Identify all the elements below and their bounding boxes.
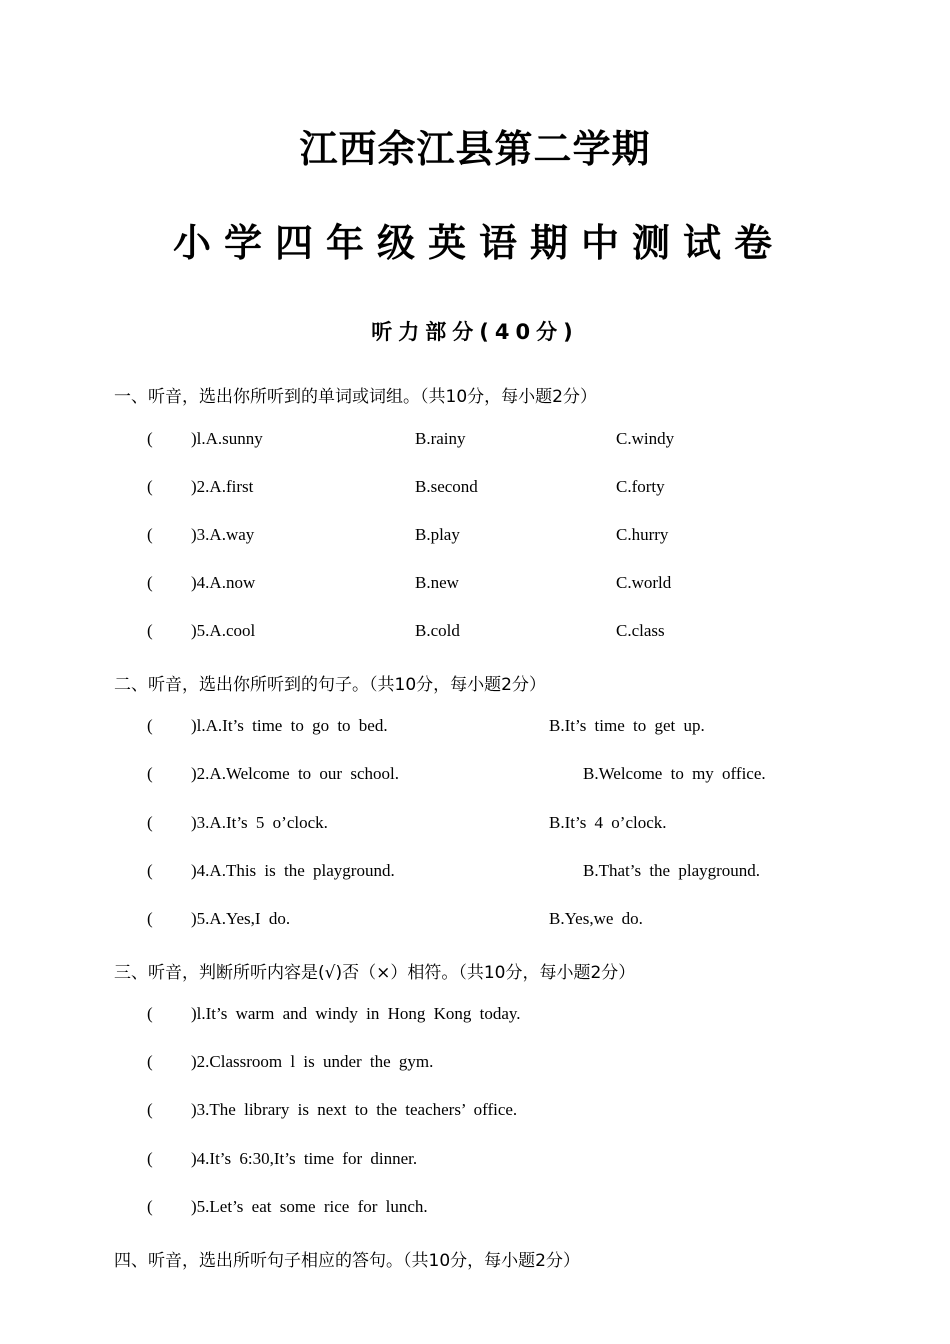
statement-text: )5.Let’s eat some rice for lunch. xyxy=(191,1197,428,1216)
option-a: )l.A.It’s time to go to bed. xyxy=(191,716,388,735)
option-c: C.windy xyxy=(616,429,675,448)
answer-paren: ( xyxy=(147,621,153,640)
s1-question-4 xyxy=(0,573,950,597)
s2-question-5 xyxy=(0,909,950,933)
option-a: )4.A.now xyxy=(191,573,256,592)
option-b: B.It’s 4 o’clock. xyxy=(549,813,667,832)
statement-text: )2.Classroom l is under the gym. xyxy=(191,1052,434,1071)
section-2-heading: 二、听音，选出你所听到的句子。（共10分，每小题2分） xyxy=(114,675,546,695)
answer-paren: ( xyxy=(147,1052,153,1071)
statement-text: )4.It’s 6:30,It’s time for dinner. xyxy=(191,1149,418,1168)
s1-question-3 xyxy=(0,525,950,549)
exam-title-line2: 小学四年级英语期中测试卷 xyxy=(172,221,785,265)
option-b: B.play xyxy=(415,525,460,544)
s2-question-2 xyxy=(0,764,950,788)
answer-paren: ( xyxy=(147,573,153,592)
option-c: C.class xyxy=(616,621,665,640)
option-c: C.hurry xyxy=(616,525,669,544)
answer-paren: ( xyxy=(147,477,153,496)
answer-paren: ( xyxy=(147,1100,153,1119)
option-b: B.That’s the playground. xyxy=(583,861,761,880)
answer-paren: ( xyxy=(147,861,153,880)
s1-question-5 xyxy=(0,621,950,645)
option-a: )3.A.It’s 5 o’clock. xyxy=(191,813,328,832)
option-a: )l.A.sunny xyxy=(191,429,263,448)
s3-question-1 xyxy=(0,1004,950,1028)
answer-paren: ( xyxy=(147,909,153,928)
option-b: B.second xyxy=(415,477,478,496)
option-a: )2.A.Welcome to our school. xyxy=(191,764,399,783)
option-a: )5.A.cool xyxy=(191,621,256,640)
option-b: B.Welcome to my office. xyxy=(583,764,766,783)
s2-question-1 xyxy=(0,716,950,740)
s2-question-4 xyxy=(0,861,950,885)
answer-paren: ( xyxy=(147,813,153,832)
option-b: B.Yes,we do. xyxy=(549,909,643,928)
answer-paren: ( xyxy=(147,764,153,783)
statement-text: )3.The library is next to the teachers’ office. xyxy=(191,1100,518,1119)
option-b: B.new xyxy=(415,573,459,592)
s3-question-3 xyxy=(0,1100,950,1124)
option-a: )2.A.first xyxy=(191,477,254,496)
s2-question-3 xyxy=(0,813,950,837)
option-a: )4.A.This is the playground. xyxy=(191,861,395,880)
option-a: )3.A.way xyxy=(191,525,255,544)
option-c: C.forty xyxy=(616,477,665,496)
s3-question-4 xyxy=(0,1149,950,1173)
exam-title-line1: 江西余江县第二学期 xyxy=(299,127,651,171)
listening-part-subtitle: 听力部分(40分) xyxy=(371,320,579,344)
option-c: C.world xyxy=(616,573,672,592)
answer-paren: ( xyxy=(147,429,153,448)
option-b: B.cold xyxy=(415,621,460,640)
answer-paren: ( xyxy=(147,1197,153,1216)
option-b: B.It’s time to get up. xyxy=(549,716,705,735)
answer-paren: ( xyxy=(147,525,153,544)
s1-question-2 xyxy=(0,477,950,501)
section-4-heading: 四、听音，选出所听句子相应的答句。（共10分，每小题2分） xyxy=(114,1251,580,1271)
section-1-heading: 一、听音，选出你所听到的单词或词组。（共10分，每小题2分） xyxy=(114,387,597,407)
statement-text: )l.It’s warm and windy in Hong Kong today. xyxy=(191,1004,521,1023)
option-a: )5.A.Yes,I do. xyxy=(191,909,291,928)
answer-paren: ( xyxy=(147,1149,153,1168)
answer-paren: ( xyxy=(147,716,153,735)
option-b: B.rainy xyxy=(415,429,466,448)
s1-question-1 xyxy=(0,429,950,453)
answer-paren: ( xyxy=(147,1004,153,1023)
section-3-heading: 三、听音，判断所听内容是(√)否（×）相符。（共10分，每小题2分） xyxy=(114,963,636,983)
s3-question-5 xyxy=(0,1197,950,1221)
s3-question-2 xyxy=(0,1052,950,1076)
